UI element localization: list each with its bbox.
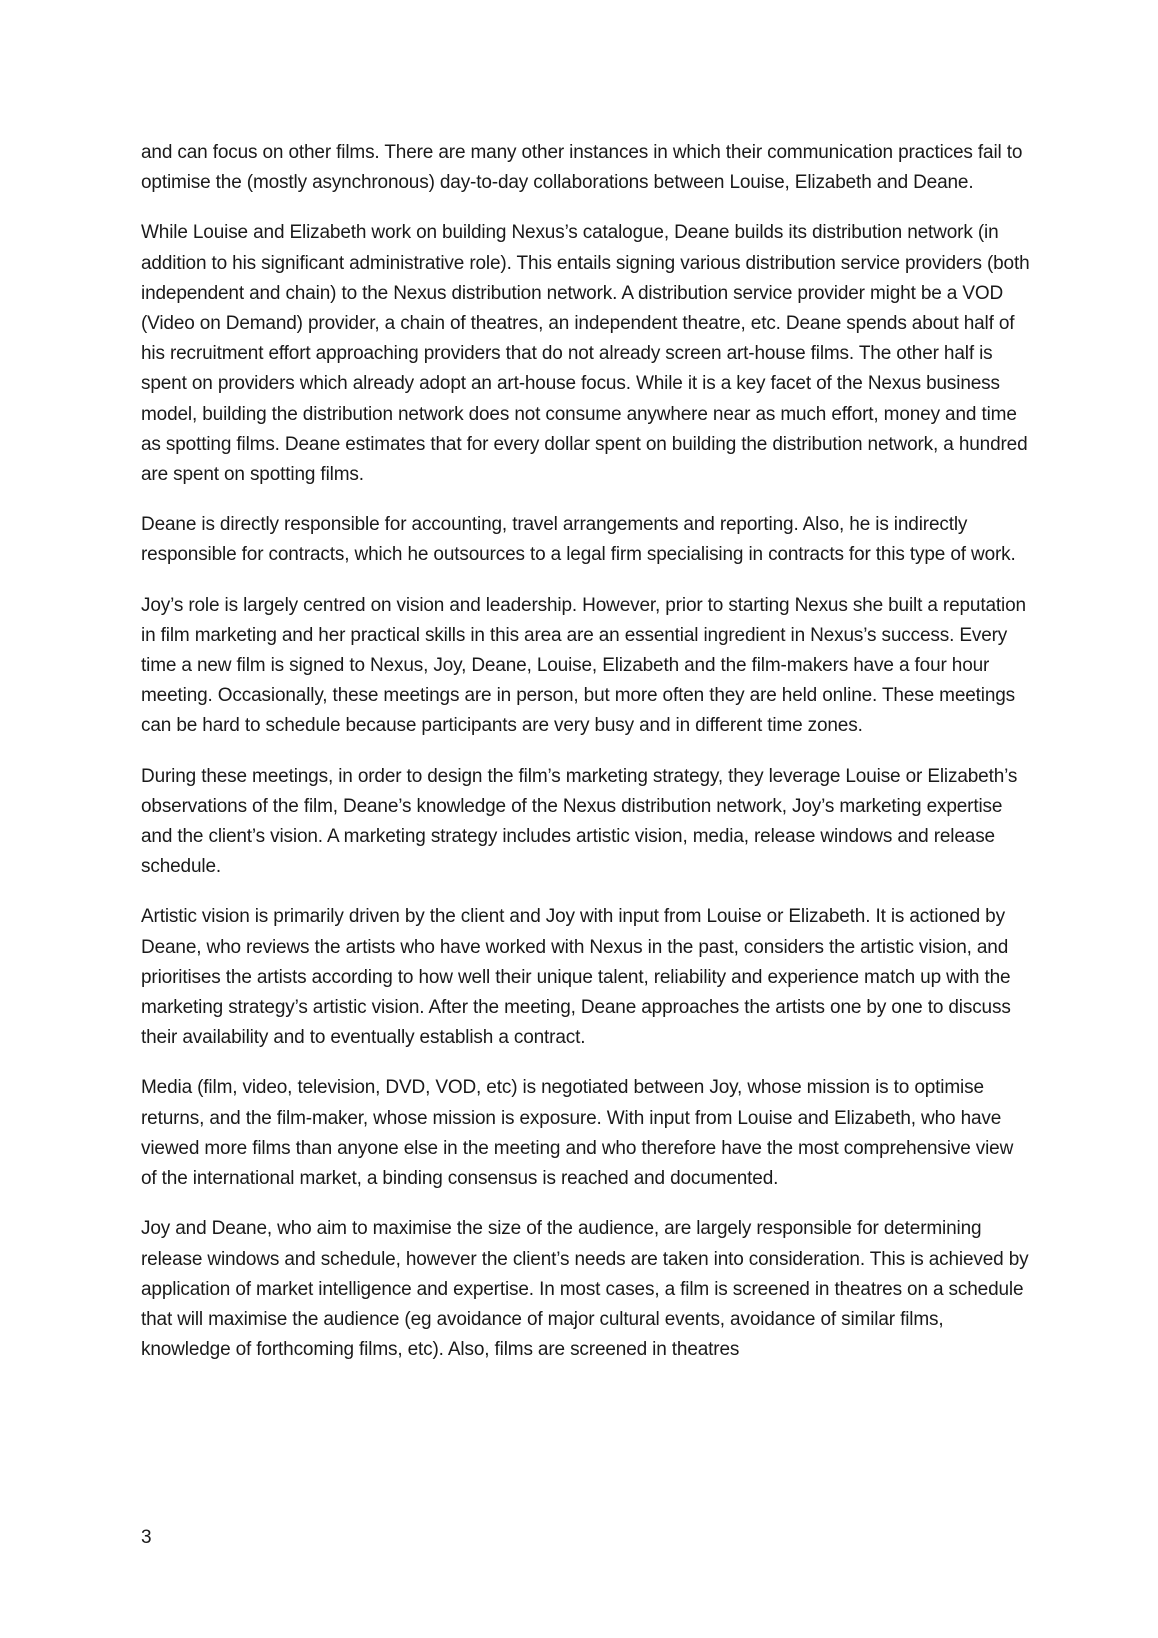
paragraph-5: During these meetings, in order to design the film’s marketing strategy, they leverage Louise or Elizabeth’s observations of the film, Deane’s knowledge of the Nexus distribution network, Joy’s marketing expertise and the client’s vision. A marketing strategy includes artistic vision, media, release windows and release schedule.: [141, 765, 1018, 878]
page-number: 3: [141, 1527, 152, 1548]
paragraph-4: Joy’s role is largely centred on vision and leadership. However, prior to starting Nexus she built a reputation in film marketing and her practical skills in this area are an essential ingredient in Nexus’s success. Every time a new film is signed to Nexus, Joy, Deane, Louise, Elizabeth and the film-makers have a four hour meeting. Occasionally, these meetings are in person, but more often they are held online. These meetings can be hard to schedule because participants are very busy and in different time zones.: [141, 594, 1026, 737]
paragraph-7: Media (film, video, television, DVD, VOD, etc) is negotiated between Joy, whose mission is to optimise returns, and the film-maker, whose mission is exposure. With input from Louise and Elizabeth, who have viewed more films than anyone else in the meeting and who therefore have the most comprehensive view of the international market, a binding consensus is reached and documented.: [141, 1077, 1014, 1190]
paragraph-6: Artistic vision is primarily driven by the client and Joy with input from Louise or Elizabeth. It is actioned by Deane, who reviews the artists who have worked with Nexus in the past, considers the artistic vision, and prioritises the artists according to how well their unique talent, reliability and experience match up with the marketing strategy’s artistic vision. After the meeting, Deane approaches the artists one by one to discuss their availability and to eventually establish a contract.: [141, 906, 1011, 1049]
paragraph-2: While Louise and Elizabeth work on building Nexus’s catalogue, Deane builds its distribution network (in addition to his significant administrative role). This entails signing various distribution service providers (both independent and chain) to the Nexus distribution network. A distribution service provider might be a VOD (Video on Demand) provider, a chain of theatres, an independent theatre, etc. Deane spends about half of his recruitment effort approaching providers that do not already screen art-house films. The other half is spent on providers which already adopt an art-house focus. While it is a key facet of the Nexus business model, building the distribution network does not consume anywhere near as much effort, money and time as spotting films. Deane estimates that for every dollar spent on building the distribution network, a hundred are spent on spotting films.: [141, 222, 1030, 486]
paragraph-8: Joy and Deane, who aim to maximise the size of the audience, are largely responsible for determining release windows and schedule, however the client’s needs are taken into consideration. This is achieved by application of market intelligence and expertise. In most cases, a film is screened in theatres on a schedule that will maximise the audience (eg avoidance of major cultural events, avoidance of similar films, knowledge of forthcoming films, etc). Also, films are screened in theatres: [141, 1218, 1029, 1361]
paragraph-1: and can focus on other films. There are many other instances in which their communication practices fail to optimise the (mostly asynchronous) day-to-day collaborations between Louise, Elizabeth and Deane.: [141, 142, 1023, 194]
body-text: [141, 138, 1031, 1385]
paragraph-3: Deane is directly responsible for accounting, travel arrangements and reporting. Also, he is indirectly responsible for contracts, which he outsources to a legal firm specialising in contracts for this type of work.: [141, 514, 1016, 566]
